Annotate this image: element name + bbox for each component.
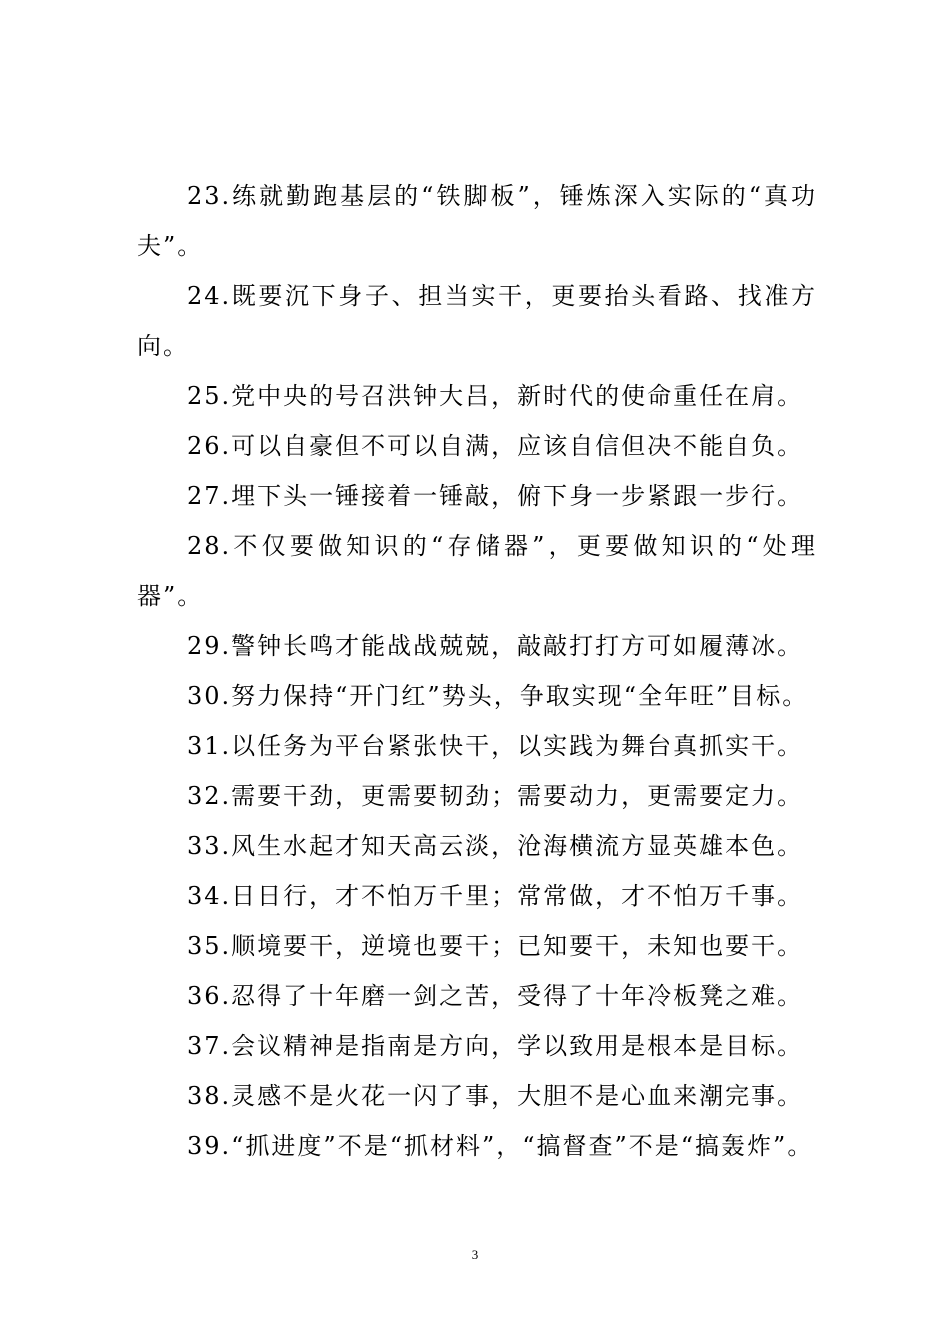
paragraph-36: 36.忍得了十年磨一剑之苦，受得了十年冷板凳之难。 [187,982,804,1010]
paragraph-31: 31.以任务为平台紧张快干，以实践为舞台真抓实干。 [187,732,804,760]
paragraph-27: 27.埋下头一锤接着一锤敲，俯下身一步紧跟一步行。 [187,482,804,510]
paragraph-33: 33.风生水起才知天高云淡，沧海横流方显英雄本色。 [187,832,804,860]
paragraph-30: 30.努力保持“开门红”势头，争取实现“全年旺”目标。 [187,682,809,710]
paragraph-24: 24.既要沉下身子、担当实干，更要抬头看路、找准方向。 [137,282,817,360]
page-number: 3 [471,1247,479,1262]
paragraph-26: 26.可以自豪但不可以自满，应该自信但决不能自负。 [187,432,804,460]
paragraph-32: 32.需要干劲，更需要韧劲；需要动力，更需要定力。 [187,782,804,810]
paragraph-29: 29.警钟长鸣才能战战兢兢，敲敲打打方可如履薄冰。 [187,632,804,660]
paragraph-34: 34.日日行，才不怕万千里；常常做，才不怕万千事。 [187,882,804,910]
paragraph-23: 23.练就勤跑基层的“铁脚板”，锤炼深入实际的“真功夫”。 [137,182,817,260]
paragraph-35: 35.顺境要干，逆境也要干；已知要干，未知也要干。 [187,932,804,960]
paragraph-39: 39.“抓进度”不是“抓材料”，“搞督查”不是“搞轰炸”。 [187,1132,814,1160]
document-body [137,171,817,1171]
paragraph-37: 37.会议精神是指南是方向，学以致用是根本是目标。 [187,1032,804,1060]
paragraph-28: 28.不仅要做知识的“存储器”，更要做知识的“处理器”。 [137,532,817,610]
paragraph-38: 38.灵感不是火花一闪了事，大胆不是心血来潮完事。 [187,1082,804,1110]
paragraph-25: 25.党中央的号召洪钟大吕，新时代的使命重任在肩。 [187,382,804,410]
